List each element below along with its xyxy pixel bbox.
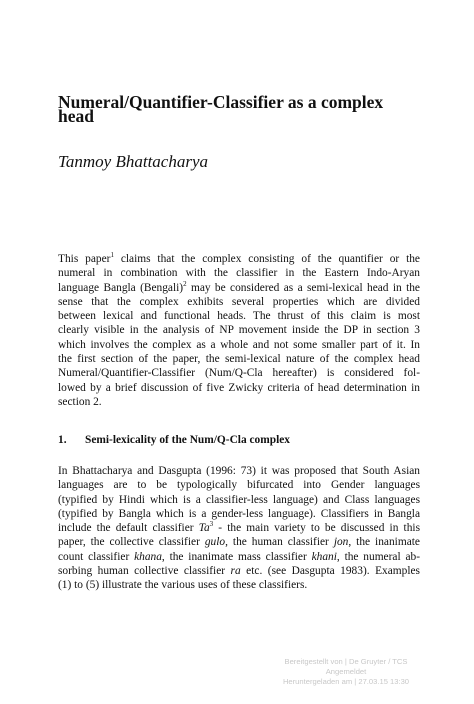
italic-term: ra (230, 565, 241, 578)
text-line: which involves the complex as a whole and not some smaller part of it. In (58, 338, 420, 351)
italic-term: Ta (198, 522, 210, 535)
watermark-line: Angemeldet (325, 667, 367, 676)
footnote-marker: 1 (110, 251, 114, 259)
text-line: the first section of the paper, the semi-lexical nature of the complex head (58, 353, 420, 366)
text-line: paper, the collective classifier gulo, the human classifier jon, the inanimate (58, 536, 420, 549)
text-line: count classifier khana, the inanimate mass classifier khani, the numeral ab- (58, 550, 420, 563)
text-line: This paper$^1$ claims that the complex consisting of the quantifier or the (58, 251, 420, 265)
text-line: clearly visible in the analysis of NP movement inside the DP in section 3 (58, 324, 420, 337)
italic-term: khani (311, 550, 337, 563)
text-line: languages are to be typologically bifurcated into Gender languages (58, 479, 420, 492)
section-title: Semi-lexicality of the Num/Q-Cla complex (85, 434, 290, 446)
text-line: sorbing human collective classifier ra etc. (see Dasgupta 1983). Examples (58, 565, 420, 578)
text-line: section 2. (58, 395, 102, 408)
text-line: lowed by a brief discussion of five Zwicky criteria of head determination in (58, 381, 420, 394)
italic-term: gulo (204, 536, 226, 549)
watermark-line: Bereitgestellt von | De Gruyter / TCS (284, 657, 408, 666)
italic-term: jon (333, 536, 349, 549)
text-line: include the default classifier Ta$^3$ - the main variety to be discussed in this (58, 520, 420, 535)
title-line: head (58, 106, 94, 127)
author-name: Tanmoy Bhattacharya (58, 152, 209, 171)
footnote-marker: 3 (209, 520, 214, 529)
footnote-marker: 2 (183, 279, 187, 288)
watermark-line: Heruntergeladen am | 27.03.15 13:30 (282, 677, 410, 686)
title-line: Numeral/Quantifier-Classifier as a complex (58, 92, 384, 112)
text-line: (typified by Bangla which is a gender-less language). Classifiers in Bangla (58, 507, 420, 520)
text-line: language Bangla (Bengali)$^2$ may be considered as a semi-lexical head in the (58, 279, 420, 294)
download-watermark (240, 657, 452, 687)
text-line: between lexical and functional heads. The thrust of this claim is most (58, 310, 420, 323)
text-line: numeral in combination with the classifier in the Eastern Indo-Aryan (58, 267, 420, 280)
abstract-paragraph (58, 252, 420, 409)
section-number: 1. (58, 434, 67, 446)
italic-term: khana (134, 550, 162, 563)
text-line: In Bhattacharya and Dasgupta (1996: 73) it was proposed that South Asian (58, 465, 420, 477)
paper-title (58, 92, 428, 127)
text-line: Numeral/Quantifier-Classifier (Num/Q-Cla hereafter) is considered fol- (58, 367, 420, 380)
text-line: (1) to (5) illustrate the various uses of these classifiers. (58, 579, 308, 592)
text-line: (typified by Hindi which is a classifier-less language) and Class languages (58, 493, 420, 506)
body-paragraph (58, 464, 420, 593)
section-heading (58, 433, 420, 447)
text-line: sense that the complex exhibits several properties which are divided (58, 295, 420, 308)
